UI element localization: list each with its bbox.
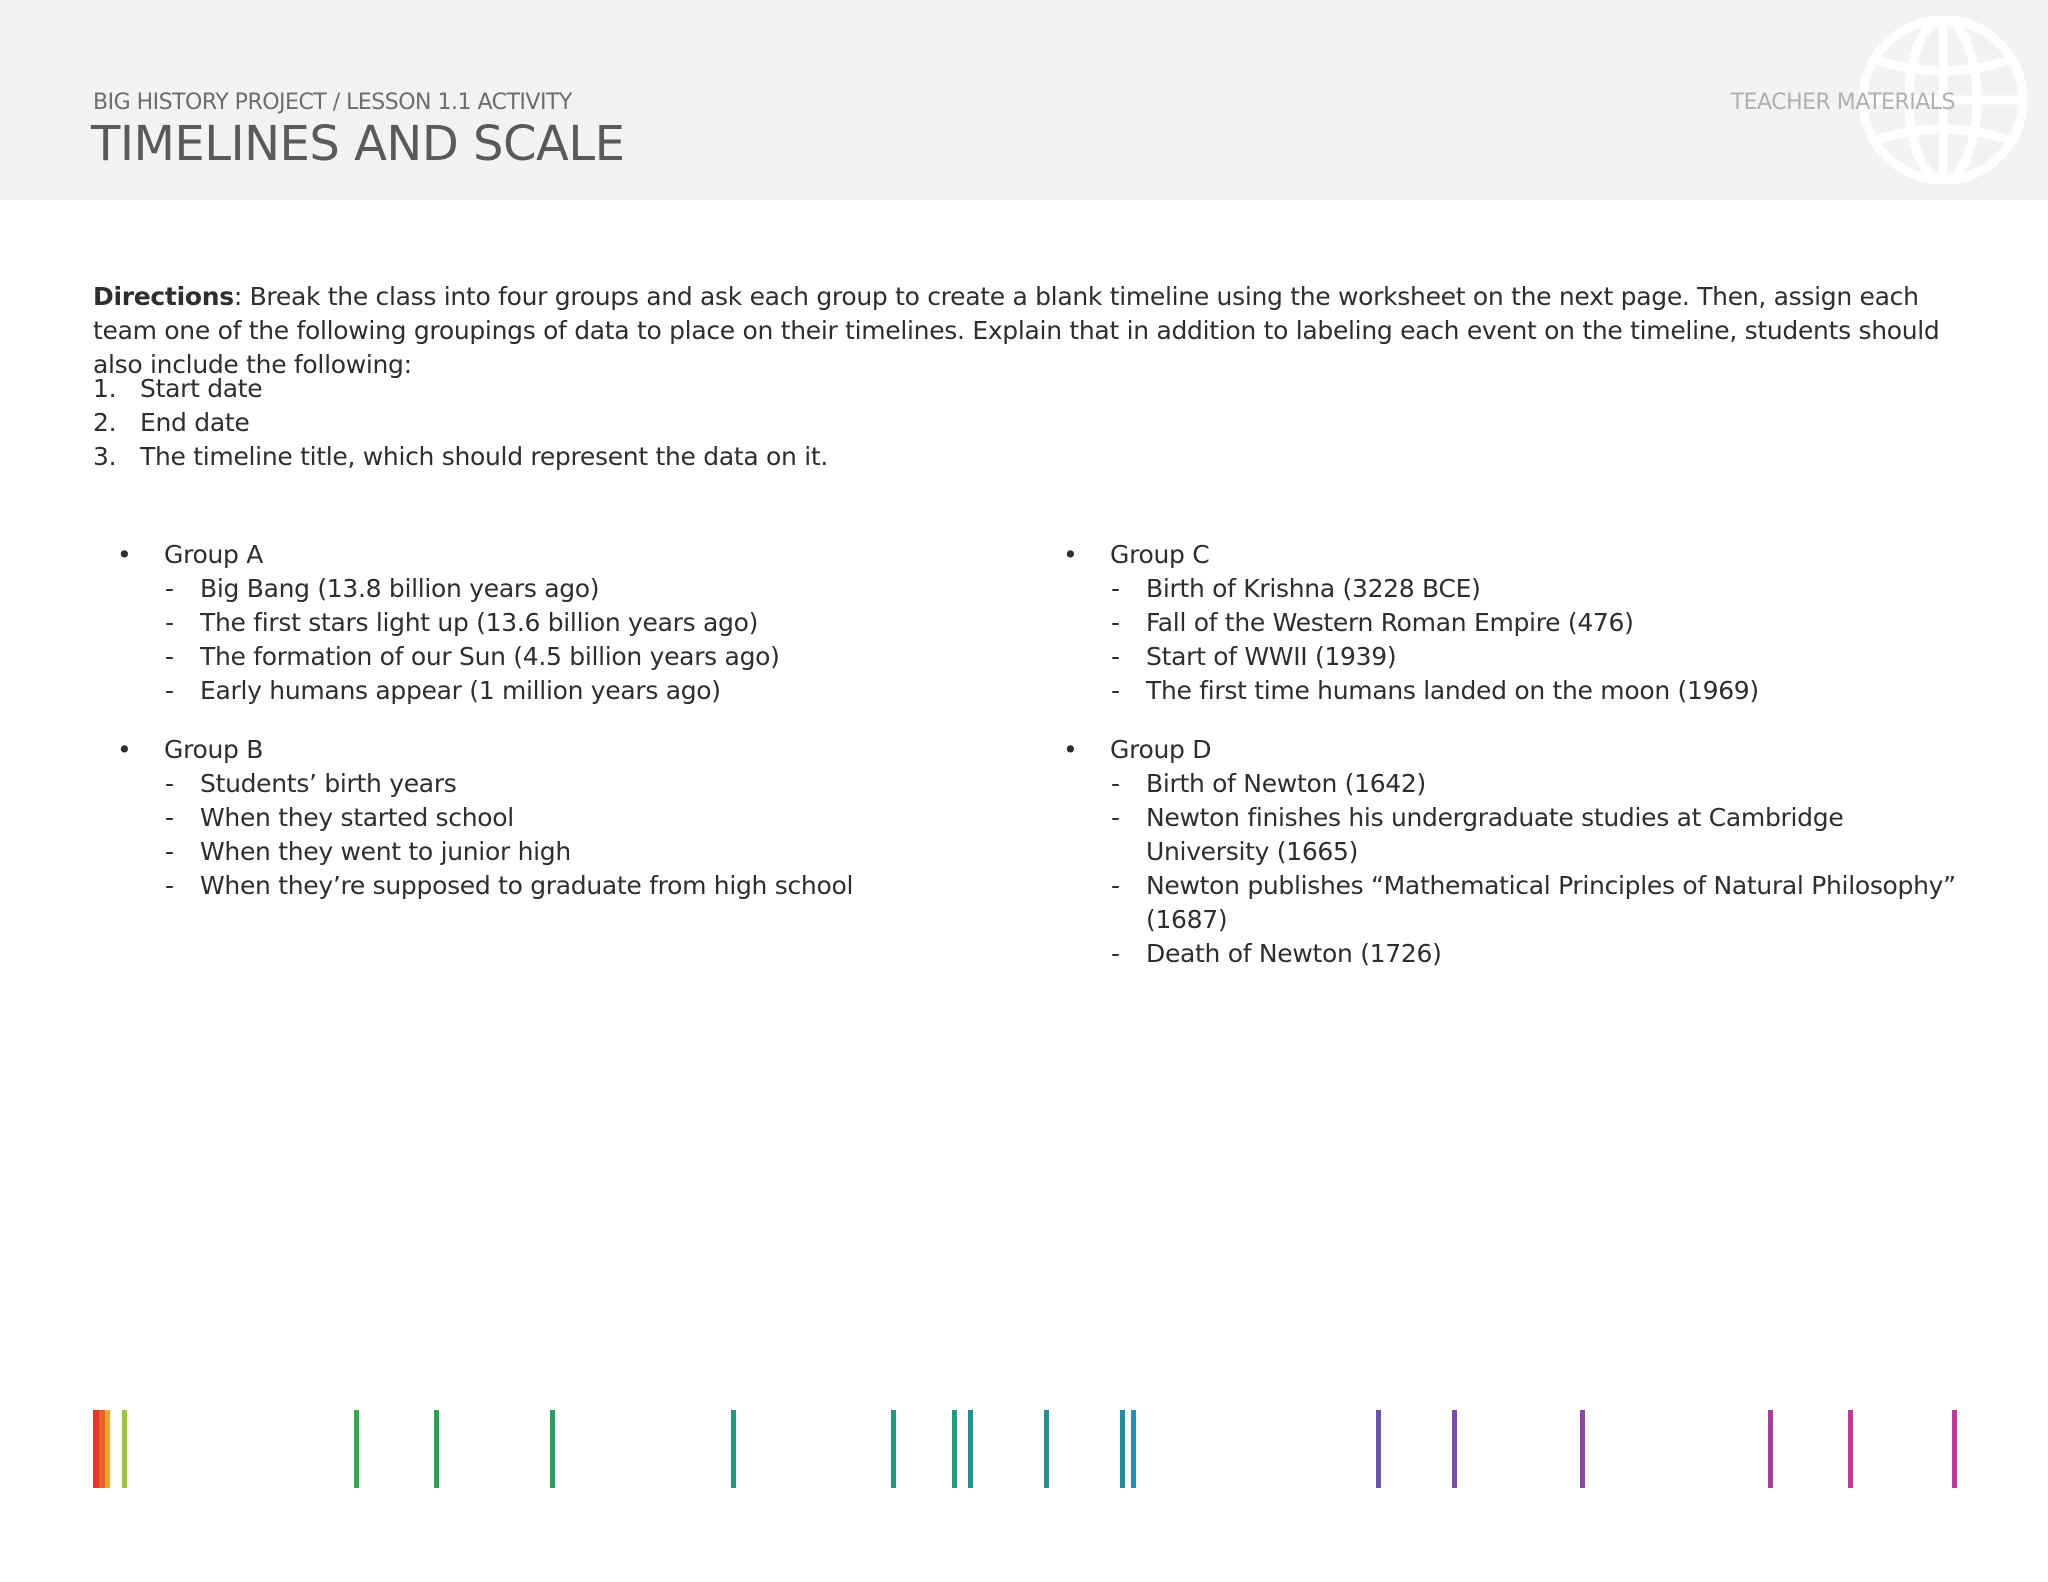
item-text: Early humans appear (1 million years ago) [200,676,721,705]
dash: - [1111,608,1120,637]
group-name: Group A [164,540,264,569]
bullet: • [1063,540,1078,569]
bullet: • [117,540,132,569]
timeline-bar [968,1410,973,1488]
item-text: Newton publishes “Mathematical Principles of Natural Philosophy” (1687) [1146,871,1956,934]
list-item [165,640,1017,674]
timeline-bar [1131,1410,1136,1488]
timeline-bar [731,1410,736,1488]
item-text: When they started school [200,803,514,832]
step-number: 2. [93,408,117,437]
timeline-bar [93,1410,99,1488]
group-c [1063,538,1963,708]
list-item [1111,640,1963,674]
item-text: When they’re supposed to graduate from high school [200,871,854,900]
item-text: Birth of Krishna (3228 BCE) [1146,574,1481,603]
dash: - [1111,939,1120,968]
timeline-bar [1580,1410,1585,1488]
item-text: Fall of the Western Roman Empire (476) [1146,608,1634,637]
dash: - [1111,574,1120,603]
bullet: • [1063,735,1078,764]
timeline-bar [122,1410,127,1488]
group-items [117,572,1017,708]
dash: - [1111,769,1120,798]
item-text: Newton finishes his undergraduate studies at Cambridge University (1665) [1146,803,1844,866]
timeline-bar [1044,1410,1049,1488]
list-item [1111,937,1963,971]
timeline-bar [1120,1410,1125,1488]
group-name: Group B [164,735,264,764]
item-text: Birth of Newton (1642) [1146,769,1426,798]
directions-text: : Break the class into four groups and ask each group to create a blank timeline using the worksheet on the next page. Then, assign each team one of the following groupings of data to place on their timelines. Explain that in addition to labeling each event on the timeline, students should also include the following: [93,282,1940,379]
teacher-materials-label: TEACHER MATERIALS [1730,90,1955,115]
dash: - [165,574,174,603]
dash: - [1111,676,1120,705]
group-a [117,538,1017,708]
page-title: TIMELINES AND SCALE [91,116,625,172]
group-d [1063,733,1963,971]
item-text: Big Bang (13.8 billion years ago) [200,574,600,603]
timeline-bar [434,1410,439,1488]
timeline-bar [105,1410,110,1488]
dash: - [165,608,174,637]
timeline-bar [354,1410,359,1488]
list-item [1111,801,1963,869]
item-text: Death of Newton (1726) [1146,939,1442,968]
dash: - [165,837,174,866]
timeline-bar [1452,1410,1457,1488]
item-text: Start of WWII (1939) [1146,642,1397,671]
timeline-bar [1768,1410,1773,1488]
list-item [93,406,828,440]
dash: - [165,769,174,798]
decorative-timeline-bars [0,1410,2048,1490]
list-item [165,572,1017,606]
item-text: Students’ birth years [200,769,457,798]
groups-left-column [117,538,1017,928]
group-items [1063,572,1963,708]
timeline-bar [99,1410,105,1488]
list-item [165,835,1017,869]
timeline-bar [1952,1410,1957,1488]
group-b [117,733,1017,903]
list-item [1111,767,1963,801]
step-text: End date [140,408,250,437]
page-header [0,0,2048,200]
dash: - [1111,642,1120,671]
dash: - [165,642,174,671]
list-item [93,372,828,406]
dash: - [165,803,174,832]
group-items [117,767,1017,903]
list-item [93,440,828,474]
steps-list [93,372,828,474]
step-number: 1. [93,374,117,403]
step-text: Start date [140,374,263,403]
item-text: When they went to junior high [200,837,571,866]
item-text: The first time humans landed on the moon (1969) [1146,676,1759,705]
timeline-bar [1376,1410,1381,1488]
dash: - [165,871,174,900]
timeline-bar [891,1410,896,1488]
step-text: The timeline title, which should represent the data on it. [140,442,829,471]
timeline-bar [952,1410,957,1488]
dash: - [165,676,174,705]
list-item [165,869,1017,903]
group-items [1063,767,1963,971]
directions-label: Directions [93,282,234,311]
item-text: The first stars light up (13.6 billion years ago) [200,608,759,637]
directions-paragraph [93,280,1973,382]
list-item [165,801,1017,835]
dash: - [1111,871,1120,900]
list-item [1111,606,1963,640]
list-item [1111,572,1963,606]
list-item [165,674,1017,708]
list-item [1111,674,1963,708]
timeline-bar [1848,1410,1853,1488]
group-name: Group C [1110,540,1210,569]
list-item [165,606,1017,640]
dash: - [1111,803,1120,832]
item-text: The formation of our Sun (4.5 billion years ago) [200,642,780,671]
group-name: Group D [1110,735,1212,764]
timeline-bar [550,1410,555,1488]
step-number: 3. [93,442,117,471]
bullet: • [117,735,132,764]
groups-right-column [1063,538,1963,996]
list-item [165,767,1017,801]
list-item [1111,869,1963,937]
breadcrumb: BIG HISTORY PROJECT / LESSON 1.1 ACTIVITY [93,90,572,115]
